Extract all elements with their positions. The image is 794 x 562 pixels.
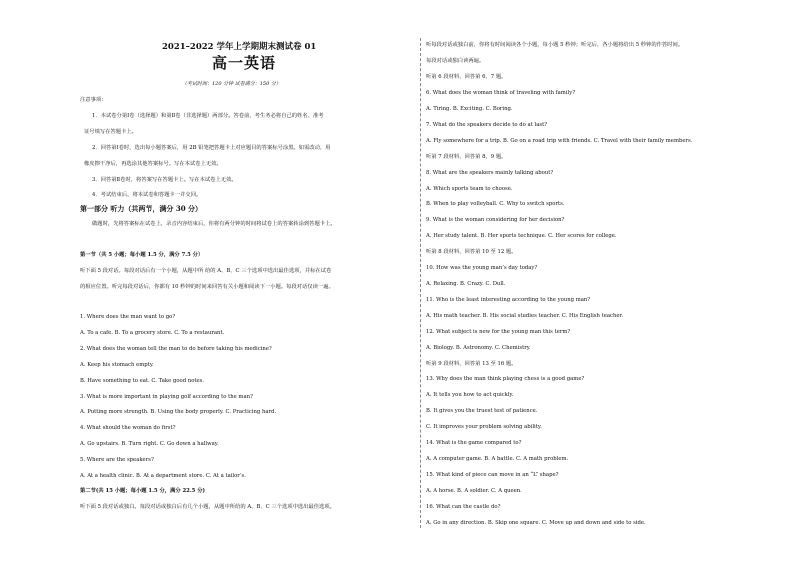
section-one-title: 第一节（共 5 小题；每小题 1.5 分，满分 7.5 分） — [80, 252, 204, 258]
question-options: B. It gives you the truest test of patience. — [426, 408, 538, 414]
question-stem: 4. What should the woman do first? — [80, 425, 176, 431]
note-line: 证号填写在答题卡上。 — [84, 129, 137, 135]
question-options: A. Putting more strength. B. Using the body properly. C. Practicing hard. — [80, 409, 277, 415]
note-line: 3．回答第Ⅱ卷时，将答案写在答题卡上。写在本试卷上无效。 — [92, 177, 237, 183]
question-stem: 3. What is more important in playing golf according to the man? — [80, 394, 253, 400]
question-options: A. Her study talent. B. Her sports technique. C. Her scores for college. — [426, 233, 617, 239]
question-options: A. To a cafe. B. To a grocery store. C. To a restaurant. — [80, 330, 225, 336]
question-options: A. A horse. B. A soldier. C. A queen. — [426, 488, 522, 494]
instruction-line: 听每段对话或独白前，你将有时间阅读各个小题，每小题 5 秒钟；听完后，各小题将给出 5 秒钟的作答时间。 — [426, 42, 684, 48]
question-options: A. His math teacher. B. His social studies teacher. C. His English teacher. — [426, 313, 624, 319]
exam-subinfo: （考试时间：120 分钟 试卷满分：150 分） — [182, 81, 281, 87]
section-one-instructions: 听下面 5 段对话。每段对话后有一个小题，从题中所 给的 A、B、C 三个选项中选出最佳选项，并标在试卷 — [80, 268, 332, 274]
exam-title: 2021–2022 学年上学期期末测试卷 01 — [162, 42, 317, 52]
question-stem: 6. What does the woman think of traveling with family? — [426, 90, 576, 96]
question-stem: 12. What subject is new for the young man this term? — [426, 329, 571, 335]
section-one-instructions: 的相应位置。听完每段对话后，你都有 10 秒钟的时间来回答有关小题和阅读下一小题。每段对话仅读一遍。 — [80, 284, 334, 290]
notes-heading: 注意事项： — [80, 97, 107, 103]
question-stem: 13. Why does the man think playing chess is a good game? — [426, 376, 585, 382]
question-stem: 2. What does the woman tell the man to do before taking his medicine? — [80, 346, 272, 352]
question-stem: 14. What is the game compared to? — [426, 440, 522, 446]
question-options: A. Go in any direction. B. Skip one square. C. Move up and down and side to side. — [426, 520, 646, 526]
question-stem: 11. Who is the least interesting according to the young man? — [426, 297, 591, 303]
question-options: A. Biology. B. Astronomy. C. Chemistry. — [426, 345, 531, 351]
note-line: 1．本试卷分第Ⅰ卷（选择题）和第Ⅱ卷（非选择题）两部分。答卷前，考生务必将自己的姓名、准考 — [92, 113, 324, 119]
question-options: A. Go upstairs. B. Turn right. C. Go down a hallway. — [80, 441, 219, 447]
note-line: 2．回答第Ⅰ卷时，选出每小题答案后，用 2B 铅笔把答题卡上对应题目的答案标号涂黑。如需改动，用 — [92, 145, 331, 151]
question-options: A. A computer game. B. A battle. C. A math problem. — [426, 456, 569, 462]
instruction-line: 每段对话或独白读两遍。 — [426, 58, 485, 64]
question-options: A. Relaxing. B. Crazy. C. Dull. — [426, 281, 506, 287]
section-two-instructions: 听下面 5 段对话或独白。每段对话或独白后有几个小题，从题中所给的 A、B、C 三个选项中选出最佳选项。 — [80, 504, 335, 510]
note-line: 4．考试结束后，将本试卷和答题卡一并交回。 — [92, 192, 202, 198]
note-line: 橡皮擦干净后，再选涂其他答案标号。写在本试卷上无效。 — [84, 161, 222, 167]
question-stem: 10. How was the young man’s day today? — [426, 265, 538, 271]
question-options: C. It improves your problem solving ability. — [426, 424, 542, 430]
material-heading: 听第 9 段材料，回答第 13 至 16 题。 — [426, 361, 517, 367]
material-heading: 听第 8 段材料，回答第 10 至 12 题。 — [426, 249, 517, 255]
question-stem: 1. Where does the man want to go? — [80, 314, 176, 320]
material-heading: 听第 6 段材料，回答第 6、7 题。 — [426, 74, 507, 80]
section-two-title: 第二节(共 15 小题；每小题 1.5 分，满分 22.5 分) — [80, 488, 206, 494]
part-one-title: 第一部分 听力（共两节，满分 30 分） — [80, 204, 203, 213]
question-options: A. It tells you how to act quickly. — [426, 392, 514, 398]
question-stem: 7. What do the speakers decide to do at last? — [426, 122, 548, 128]
part-one-instructions: 做题时，先将答案标在试卷上，录音内容结束后，你将有两分钟的时间将试卷上的答案转涂到答题卡上。 — [92, 221, 336, 227]
material-heading: 听第 7 段材料，回答第 8、9 题。 — [426, 154, 507, 160]
question-options: A. Keep his stomach empty. — [80, 362, 154, 368]
main-title: 高一英语 — [212, 54, 277, 72]
question-options: A. Which sports team to choose. — [426, 186, 513, 192]
question-options: B. Have something to eat. C. Take good notes. — [80, 378, 205, 384]
question-options: A. Tiring. B. Exciting. C. Boring. — [426, 106, 513, 112]
column-divider — [420, 38, 421, 528]
question-stem: 5. Where are the speakers? — [80, 457, 154, 463]
question-stem: 9. What is the woman considering for her decision? — [426, 217, 565, 223]
question-stem: 8. What are the speakers mainly talking about? — [426, 170, 554, 176]
question-options: A. At a health clinic. B. At a department store. C. At a tailor’s. — [80, 473, 246, 479]
question-stem: 15. What kind of piece can move in an “L” shape? — [426, 472, 559, 478]
question-stem: 16. What can the castle do? — [426, 504, 501, 510]
question-options: A. Fly somewhere for a trip. B. Go on a road trip with friends. C. Travel with their family members. — [426, 138, 693, 144]
question-options: B. When to play volleyball. C. Why to switch sports. — [426, 201, 565, 207]
